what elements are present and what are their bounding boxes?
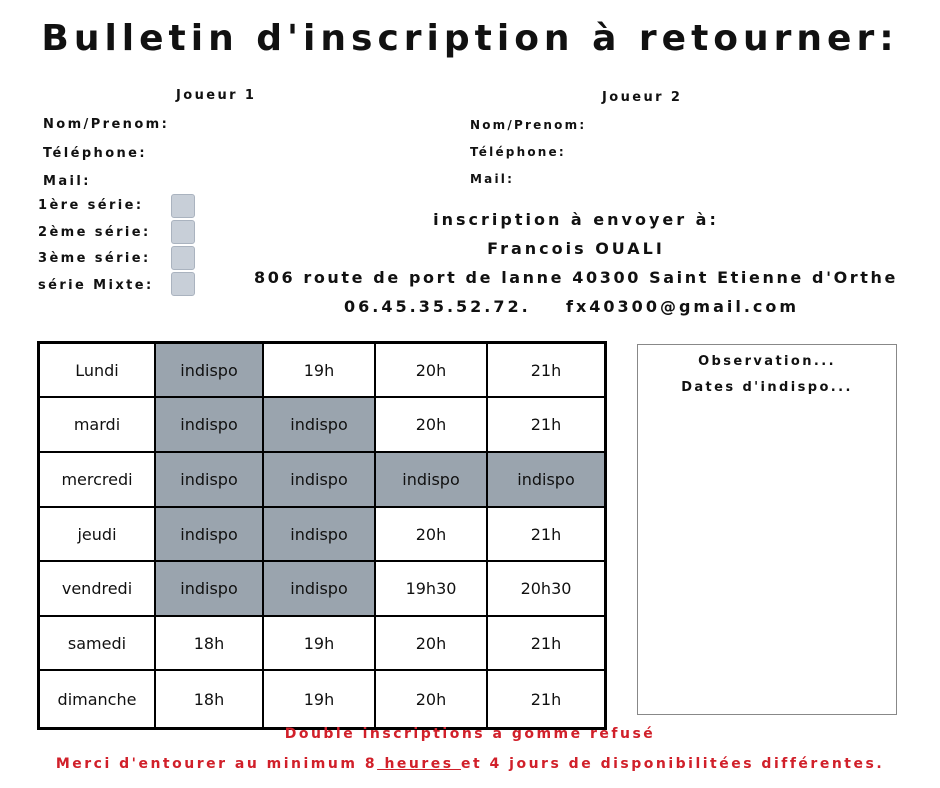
player2-heading: Joueur 2 xyxy=(602,90,683,105)
time-slot-cell[interactable]: 21h xyxy=(487,397,606,452)
series-1-checkbox[interactable] xyxy=(171,194,195,218)
time-slot-cell[interactable]: indispo xyxy=(155,397,263,452)
time-slot-cell[interactable]: 20h xyxy=(375,616,487,670)
availability-note xyxy=(0,756,940,772)
availability-table xyxy=(37,341,607,730)
availability-note-part2: et 4 jours de disponibilitées différentes. xyxy=(461,756,885,772)
schedule-row xyxy=(39,452,606,507)
schedule-row xyxy=(39,397,606,452)
day-cell: dimanche xyxy=(39,670,156,729)
contact-phone: 06.45.35.52.72. xyxy=(344,297,531,316)
time-slot-cell[interactable]: 20h xyxy=(375,343,487,398)
observation-label: Observation... xyxy=(698,354,836,369)
availability-note-part1: Merci d'entourer au minimum 8 xyxy=(55,756,378,772)
time-slot-cell[interactable]: 20h30 xyxy=(487,561,606,616)
day-cell: jeudi xyxy=(39,507,156,561)
player2-name-label: Nom/Prenom: xyxy=(470,118,587,132)
player1-mail-label: Mail: xyxy=(43,174,91,189)
time-slot-cell[interactable]: 18h xyxy=(155,616,263,670)
time-slot-cell[interactable]: indispo xyxy=(155,343,263,398)
time-slot-cell[interactable]: 19h30 xyxy=(375,561,487,616)
day-cell: mercredi xyxy=(39,452,156,507)
contact-address: 806 route de port de lanne 40300 Saint Etienne d'Orthe xyxy=(253,268,898,287)
series-label-3: 3ème série: xyxy=(38,251,151,266)
player1-phone-label: Téléphone: xyxy=(43,146,147,161)
player1-name-label: Nom/Prenom: xyxy=(43,117,170,132)
schedule-row xyxy=(39,561,606,616)
time-slot-cell[interactable]: 20h xyxy=(375,397,487,452)
day-cell: Lundi xyxy=(39,343,156,398)
time-slot-cell[interactable]: 21h xyxy=(487,507,606,561)
time-slot-cell[interactable]: indispo xyxy=(155,561,263,616)
schedule-row xyxy=(39,343,606,398)
series-3-checkbox[interactable] xyxy=(171,246,195,270)
player1-heading: Joueur 1 xyxy=(176,88,257,103)
contact-name: Francois OUALI xyxy=(487,239,665,258)
schedule-row xyxy=(39,507,606,561)
time-slot-cell[interactable]: indispo xyxy=(375,452,487,507)
time-slot-cell[interactable]: 20h xyxy=(375,670,487,729)
unavailable-dates-label: Dates d'indispo... xyxy=(681,380,853,395)
series-label-mixte: série Mixte: xyxy=(38,278,154,293)
time-slot-cell[interactable]: indispo xyxy=(263,561,375,616)
time-slot-cell[interactable]: 19h xyxy=(263,670,375,729)
availability-note-hours: heures xyxy=(377,756,461,772)
time-slot-cell[interactable]: 18h xyxy=(155,670,263,729)
time-slot-cell[interactable]: 19h xyxy=(263,343,375,398)
schedule-row xyxy=(39,670,606,729)
time-slot-cell[interactable]: indispo xyxy=(487,452,606,507)
schedule-row xyxy=(39,616,606,670)
time-slot-cell[interactable]: indispo xyxy=(263,397,375,452)
series-mixte-checkbox[interactable] xyxy=(171,272,195,296)
player2-mail-label: Mail: xyxy=(470,172,515,186)
page-title: Bulletin d'inscription à retourner: xyxy=(41,18,899,59)
contact-heading: inscription à envoyer à: xyxy=(433,210,719,229)
series-2-checkbox[interactable] xyxy=(171,220,195,244)
time-slot-cell[interactable]: 21h xyxy=(487,343,606,398)
day-cell: mardi xyxy=(39,397,156,452)
time-slot-cell[interactable]: 19h xyxy=(263,616,375,670)
time-slot-cell[interactable]: indispo xyxy=(155,452,263,507)
time-slot-cell[interactable]: indispo xyxy=(263,452,375,507)
day-cell: samedi xyxy=(39,616,156,670)
time-slot-cell[interactable]: indispo xyxy=(263,507,375,561)
series-label-1: 1ère série: xyxy=(38,198,144,213)
series-label-2: 2ème série: xyxy=(38,225,151,240)
time-slot-cell[interactable]: 21h xyxy=(487,670,606,729)
day-cell: vendredi xyxy=(39,561,156,616)
observation-box[interactable] xyxy=(637,344,897,715)
time-slot-cell[interactable]: indispo xyxy=(155,507,263,561)
time-slot-cell[interactable]: 20h xyxy=(375,507,487,561)
player2-phone-label: Téléphone: xyxy=(470,145,566,159)
contact-email: fx40300@gmail.com xyxy=(566,297,800,316)
double-registration-note: Double inscriptions a gomme refusé xyxy=(284,726,656,742)
time-slot-cell[interactable]: 21h xyxy=(487,616,606,670)
